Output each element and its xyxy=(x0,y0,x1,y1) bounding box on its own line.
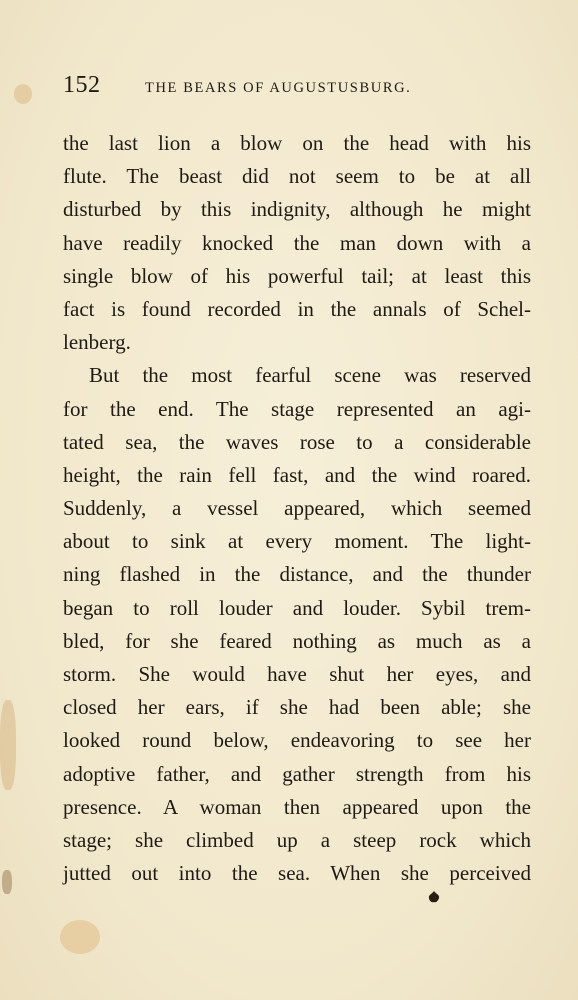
text-line: fact is found recorded in the annals of Schel- xyxy=(63,296,531,321)
text-line: bled, for she feared nothing as much as a xyxy=(63,628,531,653)
text-line: But the most fearful scene was reserved xyxy=(89,363,531,388)
text-line: the last lion a blow on the head with his xyxy=(63,131,531,155)
body-text xyxy=(63,127,531,890)
text-line: disturbed by this indignity, although he might xyxy=(63,197,531,222)
text-line: tated sea, the waves rose to a considerable xyxy=(63,429,531,454)
paper-stain xyxy=(60,920,100,954)
running-title: THE BEARS OF AUGUSTUSBURG. xyxy=(145,80,412,96)
page-header xyxy=(63,72,533,106)
text-line: single blow of his powerful tail; at least this xyxy=(63,263,531,288)
text-line: height, the rain fell fast, and the wind roared. xyxy=(63,462,531,487)
text-line: stage; she climbed up a steep rock which xyxy=(63,827,531,852)
text-line: storm. She would have shut her eyes, and xyxy=(63,662,531,686)
text-line: ning flashed in the distance, and the thunder xyxy=(63,562,531,587)
ink-blot-icon xyxy=(427,890,441,904)
text-line: looked round below, endeavoring to see her xyxy=(63,728,531,753)
text-line: about to sink at every moment. The light- xyxy=(63,529,531,554)
text-line: Suddenly, a vessel appeared, which seemed xyxy=(63,496,531,521)
text-line: lenberg. xyxy=(63,330,131,355)
paper-stain xyxy=(2,870,12,894)
page-number: 152 xyxy=(63,72,101,98)
text-line: presence. A woman then appeared upon the xyxy=(63,794,531,819)
text-line: jutted out into the sea. When she perceived xyxy=(63,861,531,886)
text-line: adoptive father, and gather strength from his xyxy=(63,761,531,786)
paper-stain xyxy=(0,700,16,790)
paper-stain xyxy=(14,84,32,104)
text-line: flute. The beast did not seem to be at all xyxy=(63,164,531,189)
text-line: began to roll louder and louder. Sybil trem- xyxy=(63,595,531,620)
text-line: closed her ears, if she had been able; she xyxy=(63,695,531,720)
text-line: have readily knocked the man down with a xyxy=(63,230,531,255)
text-line: for the end. The stage represented an agi- xyxy=(63,396,531,421)
